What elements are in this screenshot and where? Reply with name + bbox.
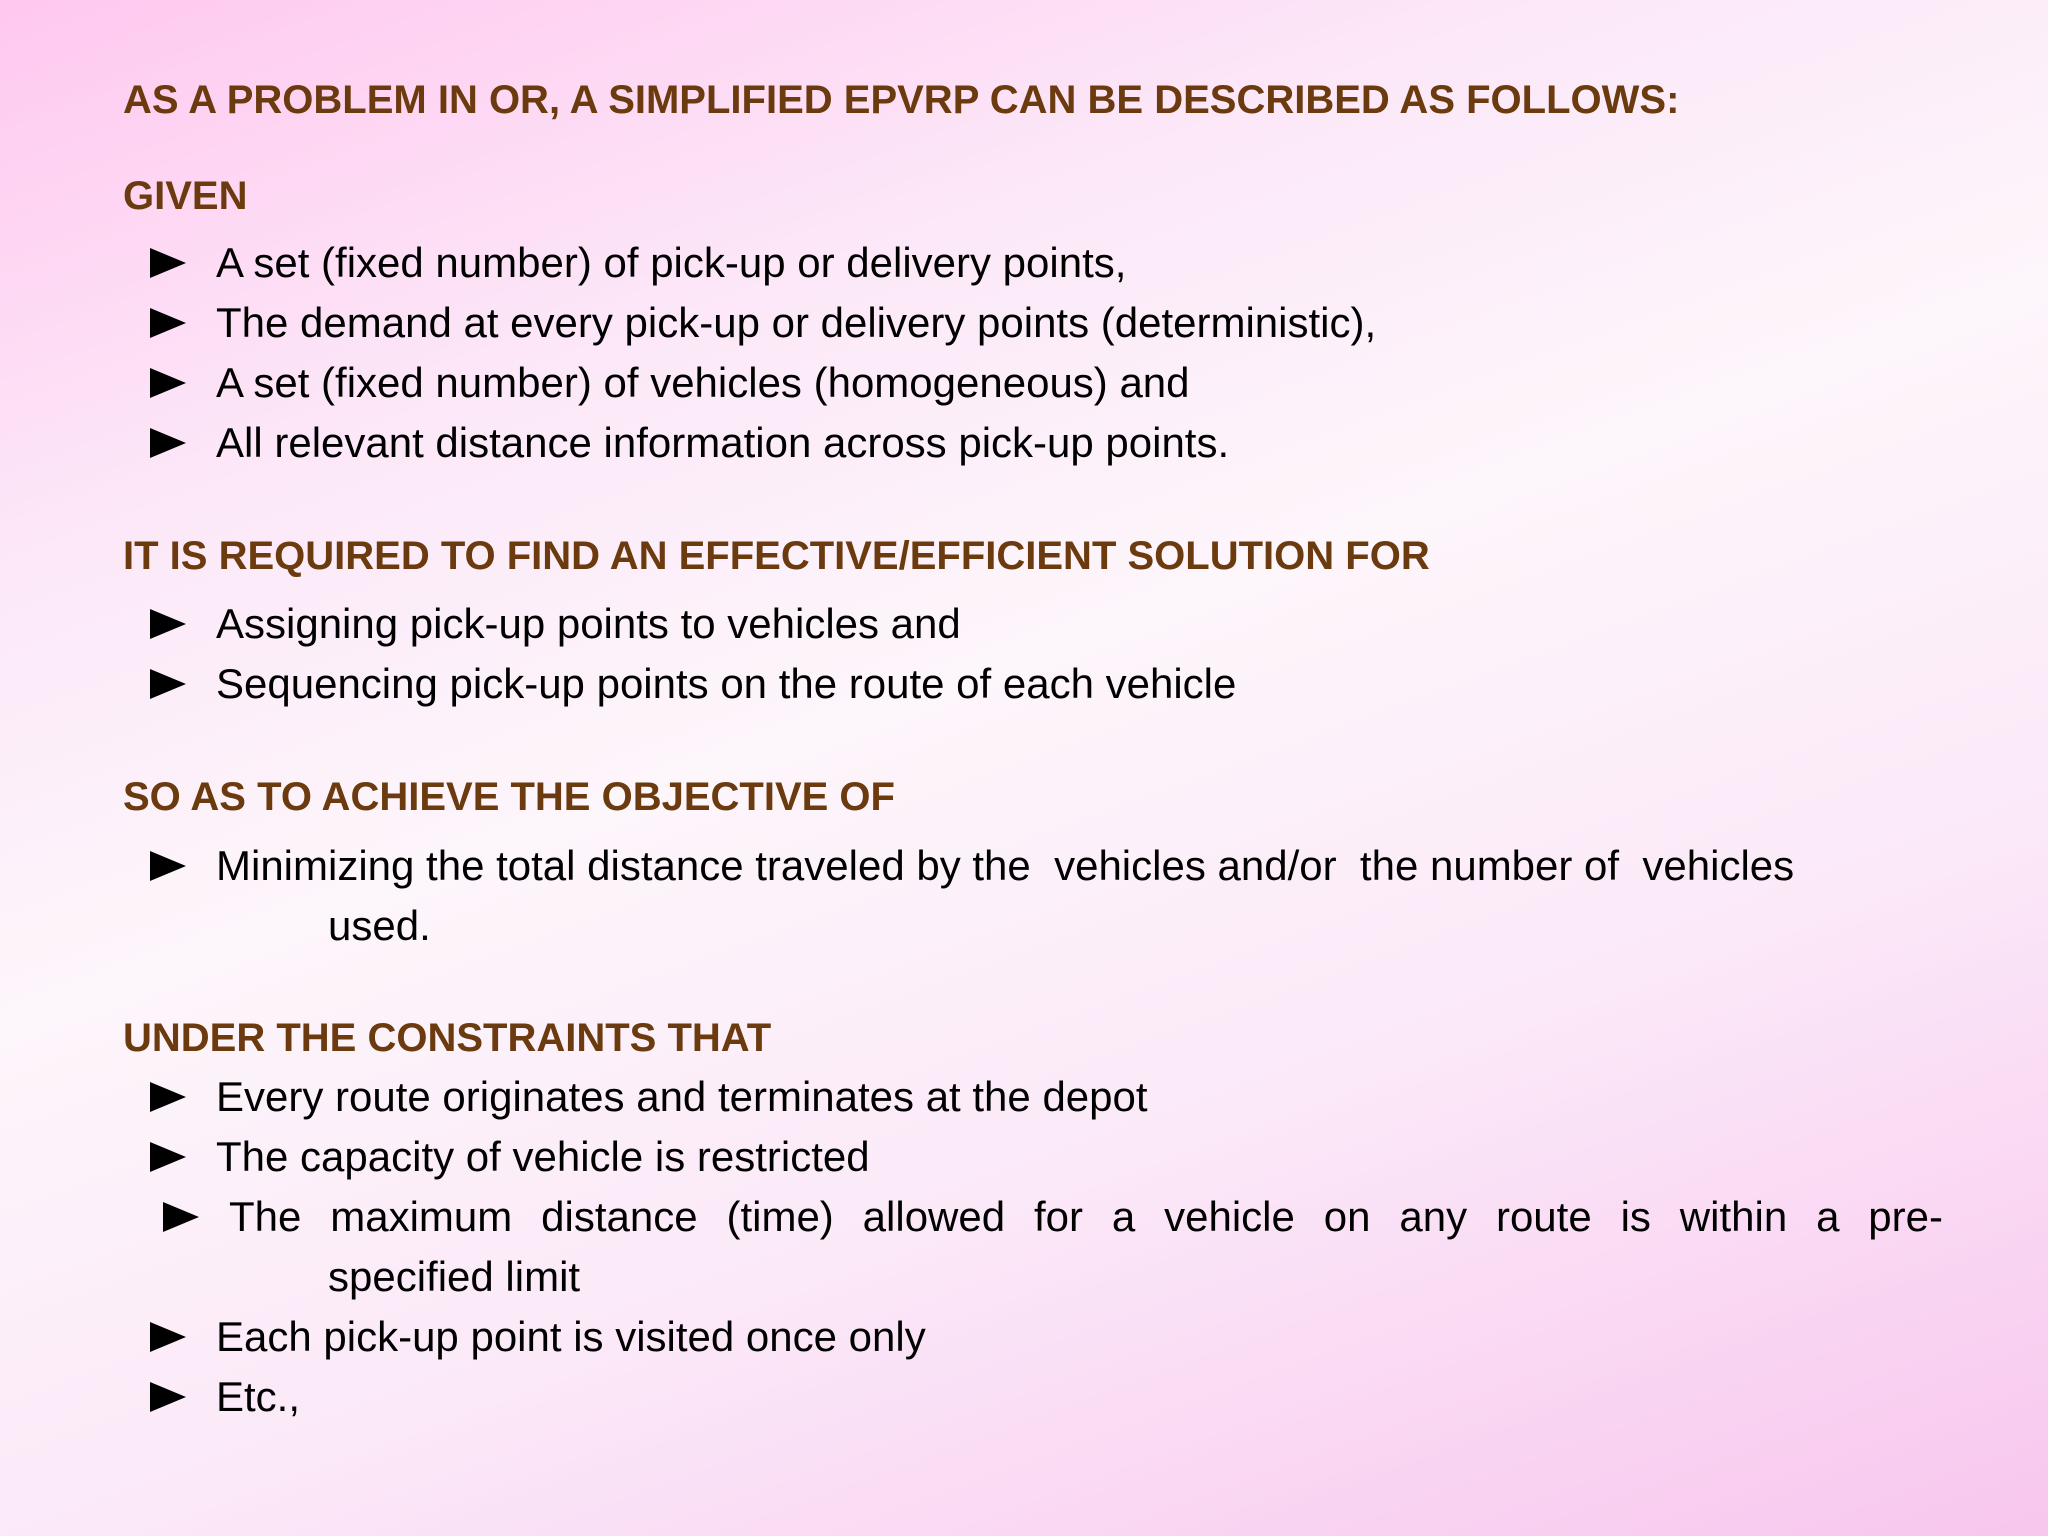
bullet-arrow-icon	[150, 609, 186, 639]
list-item: Sequencing pick-up points on the route of each vehicle	[150, 663, 1236, 705]
bullet-arrow-icon	[150, 669, 186, 699]
list-item: Minimizing the total distance traveled by the vehicles and/or the number of vehicles	[150, 845, 1794, 887]
slide-title: AS A PROBLEM IN OR, A SIMPLIFIED EPVRP CAN BE DESCRIBED AS FOLLOWS:	[123, 78, 1680, 122]
list-item: The capacity of vehicle is restricted	[150, 1136, 870, 1178]
list-item: Etc.,	[150, 1376, 300, 1418]
bullet-arrow-icon	[150, 368, 186, 398]
list-item: The demand at every pick-up or delivery points (deterministic),	[150, 302, 1376, 344]
list-item: All relevant distance information across pick-up points.	[150, 422, 1229, 464]
bullet-arrow-icon	[150, 308, 186, 338]
bullet-arrow-icon	[150, 1142, 186, 1172]
list-item-continuation: used.	[328, 902, 431, 949]
section-heading-given: GIVEN	[123, 174, 248, 218]
section-heading-constraints: UNDER THE CONSTRAINTS THAT	[123, 1016, 772, 1060]
section-heading-required: IT IS REQUIRED TO FIND AN EFFECTIVE/EFFICIENT SOLUTION FOR	[123, 534, 1430, 578]
section-heading-objective: SO AS TO ACHIEVE THE OBJECTIVE OF	[123, 775, 895, 819]
bullet-arrow-icon	[150, 1082, 186, 1112]
bullet-arrow-icon	[150, 248, 186, 278]
bullet-arrow-icon	[150, 851, 186, 881]
bullet-arrow-icon	[150, 1322, 186, 1352]
list-item: Each pick-up point is visited once only	[150, 1316, 926, 1358]
list-item-continuation: specified limit	[328, 1253, 581, 1300]
list-item: Assigning pick-up points to vehicles and	[150, 603, 961, 645]
list-item: A set (fixed number) of pick-up or delivery points,	[150, 242, 1126, 284]
bullet-arrow-icon	[150, 428, 186, 458]
bullet-arrow-icon	[163, 1202, 199, 1232]
list-item: Every route originates and terminates at the depot	[150, 1076, 1148, 1118]
bullet-arrow-icon	[150, 1382, 186, 1412]
list-item: The maximum distance (time) allowed for a vehicle on any route is within a pre-	[163, 1196, 1943, 1238]
list-item: A set (fixed number) of vehicles (homogeneous) and	[150, 362, 1190, 404]
